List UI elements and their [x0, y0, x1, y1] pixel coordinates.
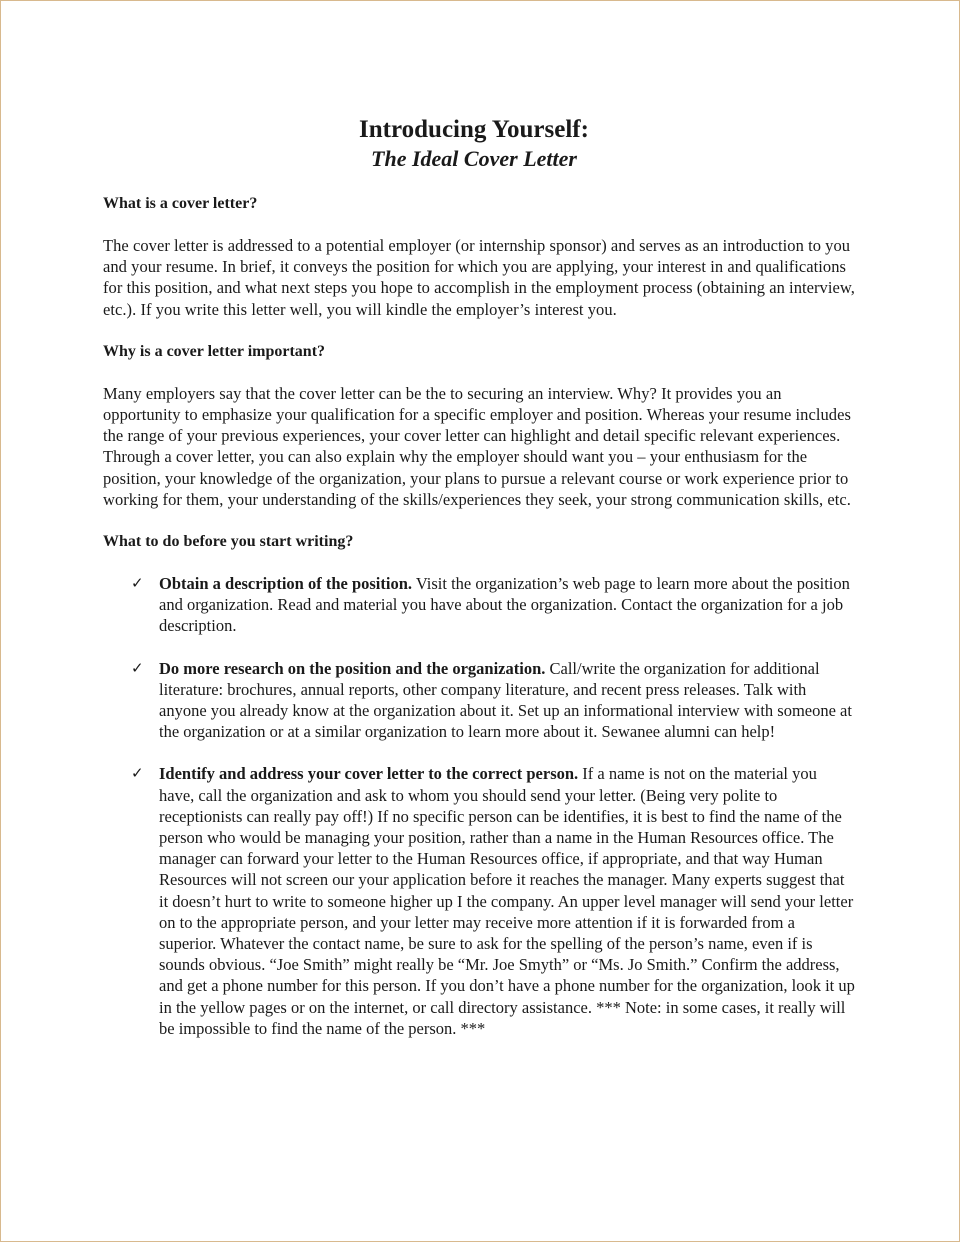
- checklist-item: [103, 573, 855, 637]
- checklist-item-lead: Do more research on the position and the organization.: [159, 658, 546, 678]
- section-heading-before-writing: What to do before you start writing?: [103, 533, 354, 551]
- section-heading-what-is: What is a cover letter?: [103, 195, 258, 212]
- checklist-item: [103, 763, 855, 1039]
- checklist-item-lead: Identify and address your cover letter to the correct person.: [159, 764, 579, 784]
- section-body-why-important: Many employers say that the cover letter can be the to securing an interview. Why? It provides you an opportunity to emphasize your qualification for a specific employer and position. Whereas your resume includes the range of your previous experiences, your cover letter can highlight and detail specific relevant experiences. Through a cover letter, you can also explain why the employer should want you – your enthusiasm for the position, your knowledge of the organization, your plans to pursue a relevant course or work experience prior to working for them, your understanding of the skills/experiences they seek, your strong communication skills, etc.: [103, 383, 851, 509]
- section-body-what-is: The cover letter is addressed to a potential employer (or internship sponsor) and serves as an introduction to you and your resume. In brief, it conveys the position for which you are applying, your interest in and qualifications for this position, and what next steps you hope to accomplish in the employment process (obtaining an interview, etc.). If you write this letter well, you will kindle the employer’s interest you.: [103, 236, 855, 319]
- section-heading-why-important: Why is a cover letter important?: [103, 342, 326, 360]
- checklist: [103, 573, 855, 1039]
- page-subtitle: The Ideal Cover Letter: [371, 146, 577, 171]
- checklist-item-body: Call/write the organization for additional literature: brochures, annual reports, other company literature, and recent press releases. Talk with anyone you already know at the organization about it. Set up an informational interview with someone at the organization or at a similar organization to learn more about it. Sewanee alumni can help!: [159, 658, 852, 742]
- checklist-item-lead: Obtain a description of the position.: [159, 574, 413, 594]
- checklist-item-body: If a name is not on the material you have, call the organization and ask to whom you should send your letter. (Being very polite to receptionists can really pay off!) If no specific person can be identifies, it is best to find the name of the person who would be managing your position, rather than a name in the Human Resources office. The manager can forward your letter to the Human Resources office, if appropriate, and that way Human Resources will not screen our your application before it reaches the manager. Many experts suggest that it doesn’t hurt to write to someone higher up I the company. An upper level manager will send your letter on to the appropriate person, and your letter may receive more attention if it is forwarded from a superior. Whatever the contact name, be sure to ask for the spelling of the person’s name, even if is sounds obvious. “Joe Smith” might really be “Mr. Joe Smyth” or “Ms. Jo Smith.” Confirm the address, and get a phone number for this person. If you don’t have a phone number for the organization, look it up in the yellow pages or on the internet, or call directory assistance. *** Note: in some cases, it really will be impossible to find the name of the person. ***: [159, 764, 855, 1038]
- check-icon: ✓: [131, 764, 144, 783]
- document-body: [103, 193, 855, 1060]
- check-icon: ✓: [131, 574, 144, 593]
- check-icon: ✓: [131, 658, 144, 677]
- checklist-item-body: Visit the organization’s web page to learn more about the position and organization. Read and material you have about the organization. Contact the organization for a job description.: [159, 574, 850, 636]
- page-title: Introducing Yourself:: [359, 116, 589, 143]
- checklist-item: [103, 658, 855, 743]
- title-block: [1, 115, 947, 173]
